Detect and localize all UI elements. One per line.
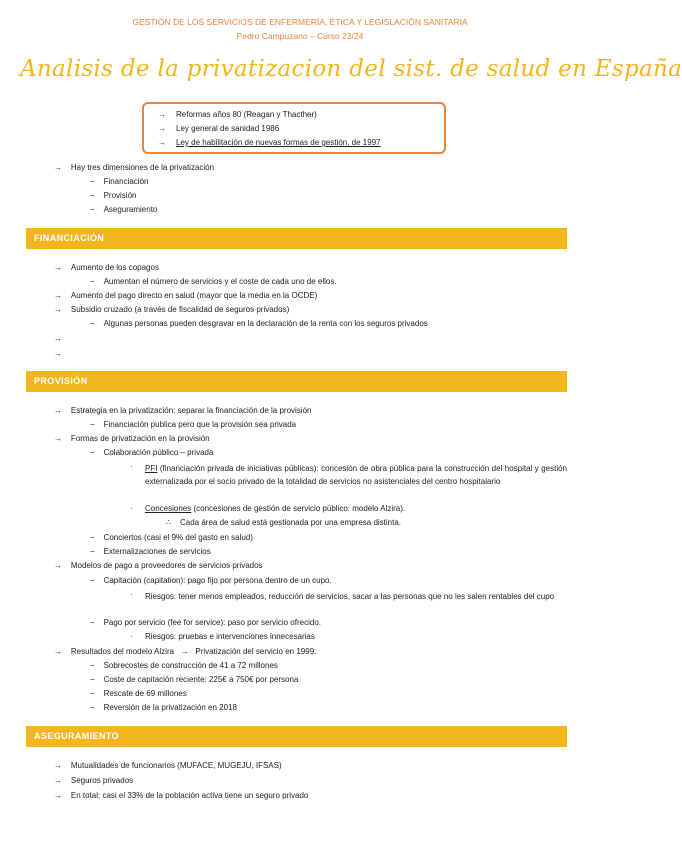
list-item: − Colaboración público – privada (90, 448, 214, 457)
page-title: Analisis de la privatizacion del sist. de salud en España (20, 56, 682, 82)
list-item: − Capitación (capitation): pago fijo por persona dentro de un cupo. (90, 576, 332, 585)
list-item: − Aumentan el número de servicios y el coste de cada uno de ellos. (90, 277, 337, 286)
list-item: − Pago por servicio (fee for service): paso por servicio ofrecido. (90, 618, 321, 627)
box-item: → Ley general de sanidad 1986 (158, 124, 280, 133)
list-item: → En total: casi el 33% de la población activa tiene un seguro privado (54, 791, 309, 800)
pfi-paragraph: PFI (financiación privada de iniciativas públicas): concesión de obra pública para la construcción del hospital y gestión externalizada por el socio privado de la totalidad de servicios no asistenciales del centro hospitalario (145, 464, 567, 486)
box-item: → Ley de habilitación de nuevas formas de gestión, de 1997 (158, 138, 381, 147)
bullet-dot: · (130, 504, 133, 513)
list-item: − Sobrecostes de construcción de 41 a 72 millones (90, 661, 278, 670)
intro-item: − Aseguramiento (90, 205, 158, 214)
box-item: → Reformas años 80 (Reagan y Thacther) (158, 110, 317, 119)
intro-lead: → Hay tres dimensiones de la privatización (54, 163, 215, 172)
list-item: → Aumento del pago directo en salud (mayor que la media en la OCDE) (54, 291, 318, 300)
course-header: GESTIÓN DE LOS SERVICIOS DE ENFERMERÍA, ÉTICA Y LEGISLACIÓN SANITARIA (132, 17, 468, 27)
list-item: − Externalizaciones de servicios (90, 547, 211, 556)
concesiones-sub: ∴ Cada área de salud está gestionada por una empresa distinta. (166, 518, 402, 527)
list-item: → Mutualidades de funcionarios (MUFACE, MUGEJU, IFSAS) (54, 761, 282, 770)
list-item: − Algunas personas pueden desgravar en la declaración de la renta con los seguros privados (90, 319, 428, 328)
intro-item: − Financiación (90, 177, 149, 186)
list-item: → Aumento de los copagos (54, 263, 159, 272)
list-item: − Coste de capitación reciente: 225€ a 750€ por persona (90, 675, 299, 684)
section-bar-provision: PROVISIÓN (26, 371, 567, 392)
bullet-dot: · (130, 462, 133, 471)
fee-risks: Riesgos: pruebas e intervenciones innecesarias (145, 632, 315, 641)
list-item: − Reversión de la privatización en 2018 (90, 703, 237, 712)
concesiones-line: Concesiones (concesiones de gestión de servicio público: modelo Alzira). (145, 504, 406, 513)
list-item: → Estrategia en la privatización: separar la financiación de la provisión (54, 406, 312, 415)
empty-arrow: → (54, 349, 62, 358)
list-item: → Modelos de pago a proveedores de servicios privados (54, 561, 263, 570)
author-header: Pedro Campuzano – Curso 23/24 (236, 31, 364, 41)
list-item: − Rescate de 69 millones (90, 689, 187, 698)
bullet-dot: · (130, 632, 133, 641)
bullet-dot: · (130, 590, 133, 599)
section-bar-financiacion: FINANCIACIÓN (26, 228, 567, 249)
list-item: → Resultados del modelo Alzira → Privatización del servicio en 1999: (54, 647, 317, 656)
list-item: → Seguros privados (54, 776, 134, 785)
section-bar-aseguramiento: ASEGURAMIENTO (26, 726, 567, 747)
intro-item: − Provisión (90, 191, 137, 200)
list-item: → Subsidio cruzado (a través de fiscalidad de seguros privados) (54, 305, 290, 314)
list-item: − Financiación publica pero que la provisión sea privada (90, 420, 297, 429)
capitation-risks: Riesgos: tener menos empleados, reducción de servicios, sacar a las personas que no les salen rentables del cupo (145, 592, 555, 601)
empty-arrow: → (54, 334, 62, 343)
list-item: − Conciertos (casi el 9% del gasto en salud) (90, 533, 253, 542)
list-item: → Formas de privatización en la provisión (54, 434, 210, 443)
